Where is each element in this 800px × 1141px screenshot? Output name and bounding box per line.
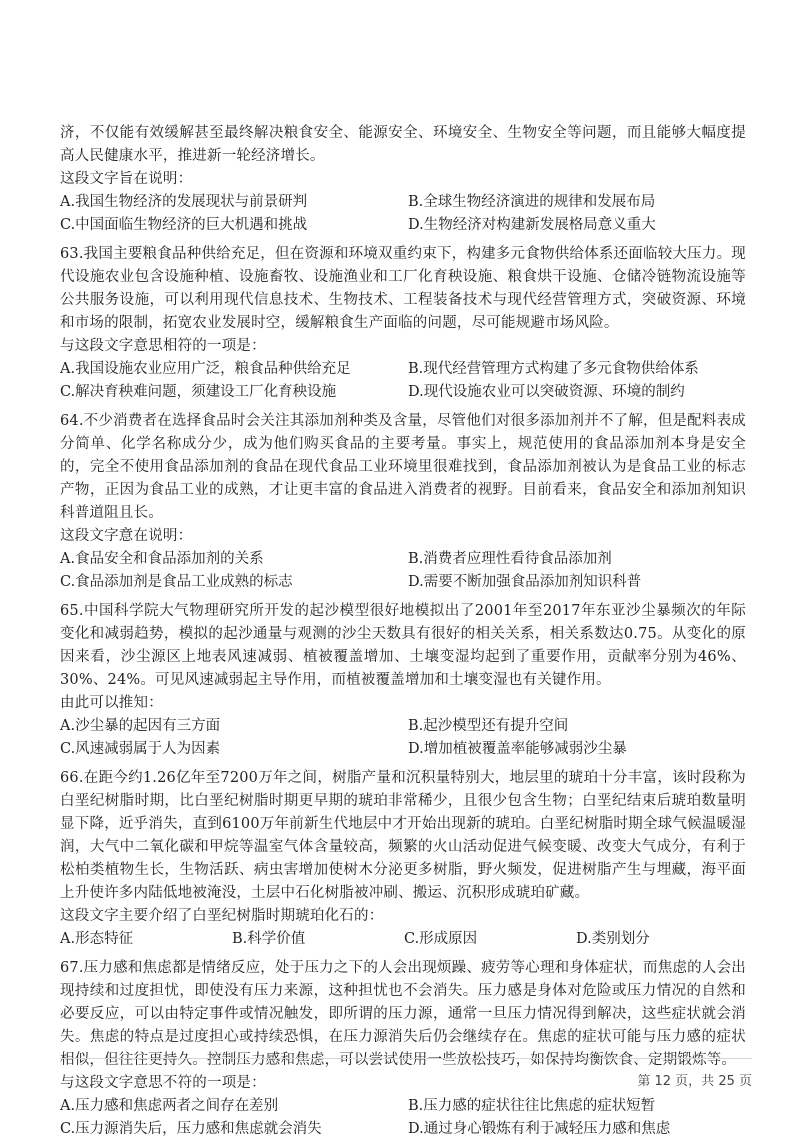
option-a: A.食品安全和食品添加剂的关系 [60,551,264,567]
question-63-options [60,358,746,404]
option-c: C.中国面临生物经济的巨大机遇和挑战 [60,217,308,233]
option-a: A.沙尘暴的起因有三方面 [60,718,221,734]
question-62-options [60,191,746,237]
question-67-stem: 67.压力感和焦虑都是情绪反应，处于压力之下的人会出现烦躁、疲劳等心理和身体症状，而焦虑的人会出现持续和过度担忧，即使没有压力来源，这种担忧也不会消失。压力感是身体对危险或压力情况的自然和必要反应，可以由特定事件或情况触发，即所谓的压力源，通常一旦压力情况得到解决，这些症状就会消失。焦虑的特点是过度担心或持续恐惧，在压力源消失后仍会继续存在。焦虑的症状可能与压力感的症状相似，但往往更持久。控制压力感和焦虑，可以尝试使用一些放松技巧，如保持均衡饮食、定期锻炼等。 [60,960,746,1068]
option-a: A.形态特征 [60,931,134,947]
question-62 [60,122,746,237]
option-b: B.现代经营管理方式构建了多元食物供给体系 [408,361,699,377]
option-b: B.科学价值 [232,931,306,947]
question-67-options [60,1095,746,1141]
option-d: D.通过身心锻炼有利于减轻压力感和焦虑 [408,1121,671,1137]
option-d: D.类别划分 [576,931,650,947]
option-b: B.消费者应理性看待食品添加剂 [408,551,612,567]
question-64-stem: 64.不少消费者在选择食品时会关注其添加剂种类及含量，尽管他们对很多添加剂并不了解，但是配料表成分简单、化学名称成分少，成为他们购买食品的主要考量。事实上，规范使用的食品添加剂本身是安全的，完全不使用食品添加剂的食品在现代食品工业环境里很难找到，食品添加剂被认为是食品工业的标志产物，正因为食品工业的成熟，才让更丰富的食品进入消费者的视野。目前看来，食品安全和添加剂知识科普道阻且长。 [60,413,746,521]
question-64-options [60,548,746,594]
option-d: D.增加植被覆盖率能够减弱沙尘暴 [408,741,627,757]
option-a: A.我国设施农业应用广泛，粮食品种供给充足 [60,361,351,377]
option-a: A.压力感和焦虑两者之间存在差别 [60,1098,279,1114]
option-c: C.压力源消失后，压力感和焦虑就会消失 [60,1121,322,1137]
question-67 [60,957,746,1141]
option-d: D.现代设施农业可以突破资源、环境的制约 [408,384,685,400]
question-66 [60,767,746,951]
option-d: D.需要不断加强食品添加剂知识科普 [408,574,642,590]
question-65-options [60,715,746,761]
question-66-stem: 66.在距今约1.26亿年至7200万年之间，树脂产量和沉积量特别大，地层里的琥珀十分丰富，该时段称为白垩纪树脂时期，比白垩纪树脂时期更早期的琥珀非常稀少，且很少包含生物；白垩纪结束后琥珀数量明显下降，近乎消失，直到6100万年前新生代地层中才开始出现新的琥珀。白垩纪树脂时期全球气候温暖湿润，大气中二氧化碳和甲烷等温室气体含量较高，频繁的火山活动促进气候变暖、改变大气成分，有利于松柏类植物生长，生物活跃、病虫害增加使树木分泌更多树脂，野火频发，促进树脂产生与埋藏，海平面上升使许多内陆低地被淹没，土层中石化树脂被冲刷、搬运、沉积形成琥珀矿藏。 [60,770,746,901]
option-d: D.生物经济对构建新发展格局意义重大 [408,217,656,233]
option-b: B.压力感的症状往往比焦虑的症状短暂 [408,1098,656,1114]
question-66-prompt: 这段文字主要介绍了白垩纪树脂时期琥珀化石的： [60,908,384,924]
option-b: B.全球生物经济演进的规律和发展布局 [408,194,656,210]
question-63 [60,243,746,404]
question-65 [60,600,746,761]
option-b: B.起沙模型还有提升空间 [408,718,569,734]
question-64-prompt: 这段文字意在说明： [60,528,193,544]
question-62-stem-tail: 济，不仅能有效缓解甚至最终解决粮食安全、能源安全、环境安全、生物安全等问题，而且能够大幅度提高人民健康水平，推进新一轮经济增长。 [60,125,746,164]
question-67-prompt: 与这段文字意思不符的一项是： [60,1075,266,1091]
footer-divider [60,1058,752,1059]
option-c: C.解决育秧难问题，须建设工厂化育秧设施 [60,384,337,400]
option-a: A.我国生物经济的发展现状与前景研判 [60,194,308,210]
option-c: C.风速减弱属于人为因素 [60,741,221,757]
option-c: C.形成原因 [404,931,478,947]
question-66-options [60,928,746,951]
option-c: C.食品添加剂是食品工业成熟的标志 [60,574,293,590]
question-65-stem: 65.中国科学院大气物理研究所开发的起沙模型很好地模拟出了2001年至2017年东亚沙尘暴频次的年际变化和减弱趋势，模拟的起沙通量与观测的沙尘天数具有很好的相关关系，相关系数达0.75。从变化的原因来看，沙尘源区上地表风速减弱、植被覆盖增加、土壤变湿均起到了重要作用，贡献率分别为46%、30%、24%。可见风速减弱起主导作用，而植被覆盖增加和土壤变湿也有关键作用。 [60,603,746,688]
question-62-prompt: 这段文字旨在说明： [60,171,193,187]
question-63-stem: 63.我国主要粮食品种供给充足，但在资源和环境双重约束下，构建多元食物供给体系还面临较大压力。现代设施农业包含设施种植、设施畜牧、设施渔业和工厂化育秧设施、粮食烘干设施、仓储冷链物流设施等公共服务设施，可以利用现代信息技术、生物技术、工程装备技术与现代经营管理方式，突破资源、环境和市场的限制，拓宽农业发展时空，缓解粮食生产面临的问题，尽可能规避市场风险。 [60,246,746,331]
page-number: 第 12 页，共 25 页 [637,1074,752,1089]
page-content [60,122,746,1141]
question-65-prompt: 由此可以推知： [60,695,163,711]
question-64 [60,410,746,594]
question-63-prompt: 与这段文字意思相符的一项是： [60,338,266,354]
